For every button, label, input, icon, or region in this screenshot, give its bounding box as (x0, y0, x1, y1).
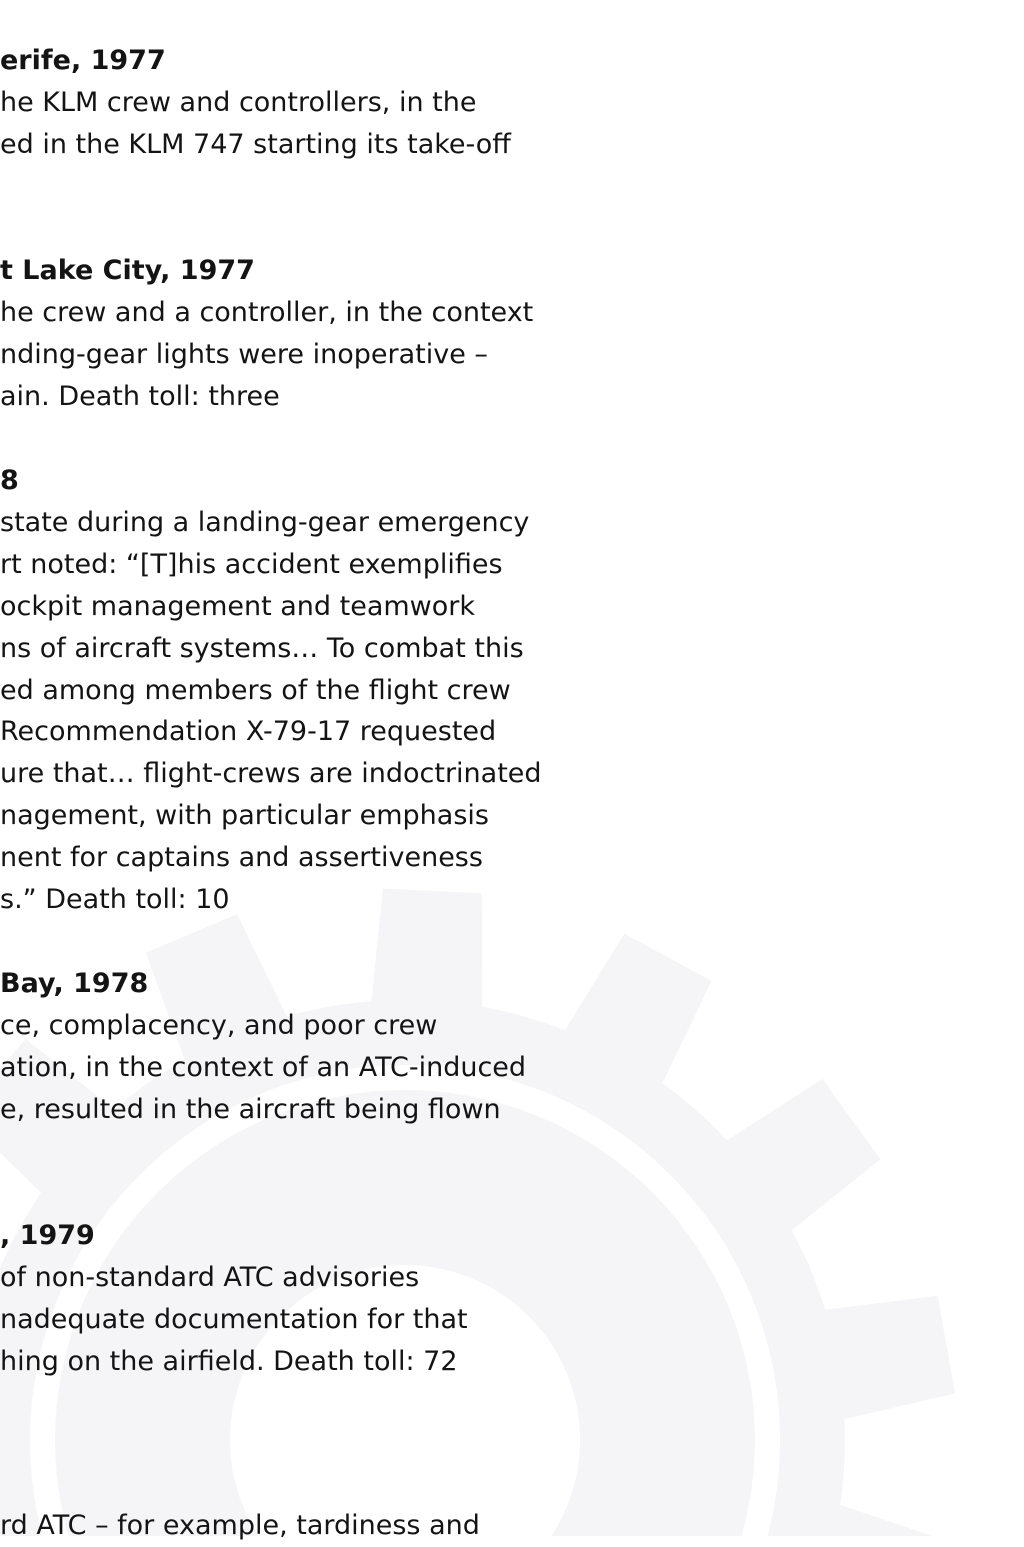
entry-line: hing on the airfield. Death toll: 72 (0, 1345, 458, 1377)
entry-bay-1978 (0, 963, 600, 1131)
entry-title: , 1979 (0, 1220, 95, 1251)
entry-line: ation, in the context of an ATC-induced (0, 1051, 527, 1083)
entry-line: nding-gear lights were inoperative – (0, 338, 488, 370)
entry-title: 8 (0, 465, 19, 496)
entry-line: ure that… flight-crews are indoctrinated (0, 758, 542, 790)
entry-line: nent for captains and assertiveness (0, 842, 483, 874)
entry-line: state during a landing-gear emergency (0, 507, 530, 538)
entry-1978 (0, 460, 600, 921)
entry-line: he crew and a controller, in the context (0, 297, 534, 328)
entry-title: erife, 1977 (0, 45, 166, 76)
entry-line: e, resulted in the aircraft being flown (0, 1093, 501, 1125)
entry-line: s.” Death toll: 10 (0, 884, 230, 916)
entry-line: ce, complacency, and poor crew (0, 1010, 438, 1041)
entry-line: Recommendation X-79-17 requested (0, 716, 497, 748)
entry-line: he KLM crew and controllers, in the (0, 87, 477, 118)
entry-tenerife-1977 (0, 40, 600, 166)
entry-line: of non-standard ATC advisories (0, 1262, 420, 1293)
entry-title: Bay, 1978 (0, 968, 149, 999)
entry-partial (0, 1505, 600, 1547)
entry-line: ockpit management and teamwork (0, 590, 476, 622)
entry-line: ed among members of the flight crew (0, 674, 511, 706)
entry-title: t Lake City, 1977 (0, 255, 255, 286)
entry-1979 (0, 1215, 600, 1383)
entry-line: rt noted: “[T]his accident exemplifies (0, 548, 503, 580)
entry-line: ed in the KLM 747 starting its take-off (0, 128, 511, 160)
entry-line: ain. Death toll: three (0, 380, 280, 412)
entry-line: nagement, with particular emphasis (0, 800, 489, 832)
entry-line: rd ATC – for example, tardiness and (0, 1510, 480, 1541)
entry-line: ns of aircraft systems… To combat this (0, 632, 524, 664)
entry-salt-lake-city-1977 (0, 250, 600, 418)
entry-line: nadequate documentation for that (0, 1303, 468, 1335)
